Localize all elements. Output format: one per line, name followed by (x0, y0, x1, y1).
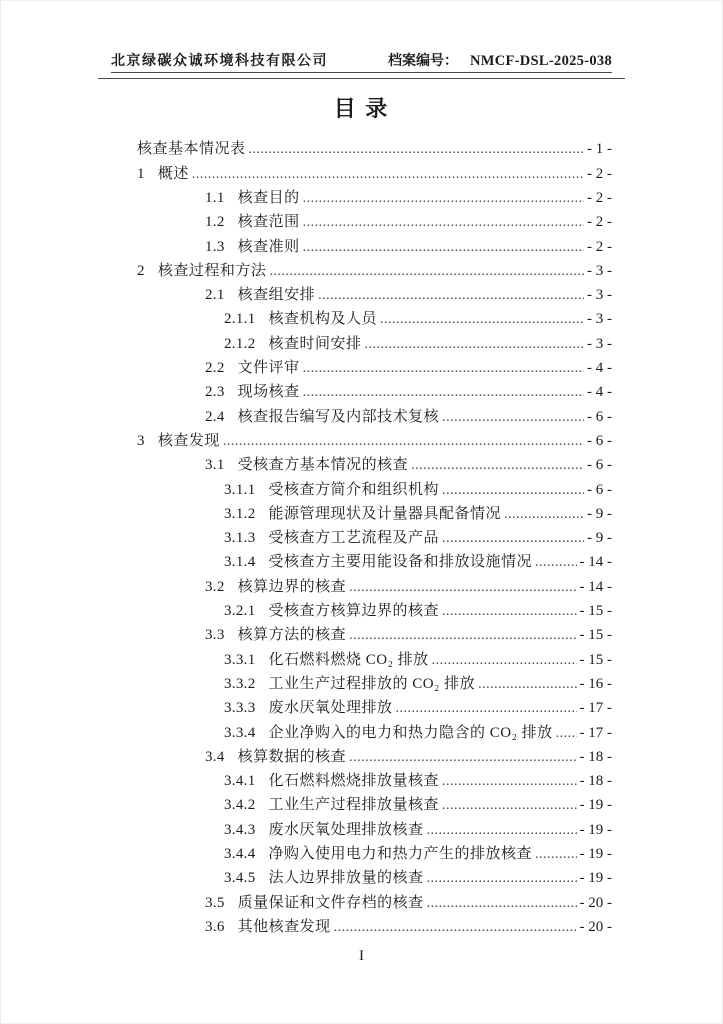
toc-list (137, 137, 612, 939)
toc-leader-dots (349, 628, 576, 644)
toc-entry-page: - 16 - (579, 675, 612, 692)
toc-entry-page: - 3 - (587, 262, 612, 279)
toc-entry-number: 1 (137, 165, 145, 182)
toc-entry (137, 380, 612, 404)
toc-entry-number: 3.4 (205, 748, 225, 765)
toc-entry-label: 能源管理现状及计量器具配备情况 (268, 505, 502, 522)
toc-entry-label: 文件评审 (237, 360, 300, 377)
toc-entry-page: - 19 - (579, 846, 612, 862)
archive-value: NMCF-DSL-2025-038 (469, 53, 612, 69)
toc-entry-number: 3.3.3 (224, 700, 256, 717)
toc-entry-label: 工业生产过程排放量核查 (268, 797, 440, 814)
toc-entry-number: 3.5 (205, 894, 225, 911)
toc-entry-page: - 3 - (587, 311, 612, 328)
toc-leader-dots (442, 483, 584, 499)
toc-entry-label: 受核查方基本情况的核查 (237, 457, 409, 474)
toc-leader-dots (192, 167, 584, 183)
toc-entry-label: 概述 (157, 165, 189, 182)
toc-entry-label: 核查范围 (237, 214, 300, 231)
toc-leader-dots (442, 604, 576, 620)
toc-entry-number: 3.1.2 (224, 505, 256, 522)
toc-leader-dots (442, 798, 576, 814)
toc-entry-label: 核算边界的核查 (237, 578, 347, 595)
toc-entry-label: 核查报告编写及内部技术复核 (237, 408, 440, 425)
toc-entry (137, 259, 612, 283)
toc-entry (137, 769, 612, 793)
toc-entry-page: - 9 - (587, 530, 612, 547)
toc-entry-page: - 1 - (587, 141, 612, 158)
toc-entry-number: 3.2 (205, 578, 225, 595)
toc-entry-label: 其他核查发现 (237, 918, 331, 935)
toc-entry-label: 废水厌氧处理排放核查 (268, 821, 424, 838)
toc-entry-page: - 6 - (587, 457, 612, 474)
toc-entry-label: 核查机构及人员 (268, 311, 378, 328)
toc-entry-page: - 20 - (579, 894, 612, 911)
toc-entry-page: - 15 - (579, 627, 612, 644)
toc-entry-page: - 4 - (587, 384, 612, 401)
toc-leader-dots (249, 142, 584, 158)
toc-entry-page: - 19 - (579, 870, 612, 887)
toc-entry-page: - 18 - (579, 773, 612, 790)
toc-leader-dots (535, 555, 576, 571)
toc-entry-label: 质量保证和文件存档的核查 (237, 894, 424, 911)
toc-entry-number: 3.1 (205, 457, 225, 474)
toc-entry (137, 696, 612, 720)
archive-number-group (388, 50, 612, 70)
toc-entry-page: - 6 - (587, 408, 612, 425)
toc-leader-dots (349, 580, 576, 596)
toc-entry (137, 429, 612, 453)
toc-entry-page: - 18 - (579, 748, 612, 765)
toc-entry (137, 526, 612, 550)
toc-leader-dots (269, 264, 584, 280)
toc-entry (137, 502, 612, 526)
toc-entry-number: 3.1.1 (224, 481, 256, 498)
toc-entry-number: 1.1 (205, 189, 225, 206)
toc-entry (137, 235, 612, 259)
toc-leader-dots (349, 750, 576, 766)
toc-entry-page: - 17 - (579, 700, 612, 717)
toc-leader-dots (365, 337, 584, 353)
toc-leader-dots (556, 726, 577, 742)
toc-entry-number: 3.1.3 (224, 530, 256, 547)
toc-entry-label: 企业净购入的电力和热力隐含的 CO₂ 排放 (268, 724, 553, 741)
toc-entry-label: 核算方法的核查 (237, 627, 347, 644)
toc-entry (137, 623, 612, 647)
toc-entry-page: - 4 - (587, 360, 612, 377)
toc-entry-label: 受核查方核算边界的核查 (268, 603, 440, 620)
toc-entry-page: - 19 - (579, 821, 612, 838)
toc-entry-label: 净购入使用电力和热力产生的排放核查 (268, 846, 533, 862)
toc-entry (137, 818, 612, 842)
toc-entry (137, 210, 612, 234)
toc-entry-number: 2.3 (205, 384, 225, 401)
toc-entry (137, 745, 612, 769)
toc-entry (137, 672, 612, 696)
toc-entry-page: - 2 - (587, 238, 612, 255)
toc-leader-dots (303, 215, 584, 231)
toc-entry-number: 2.2 (205, 360, 225, 377)
toc-leader-dots (318, 288, 584, 304)
toc-entry-label: 受核查方主要用能设备和排放设施情况 (268, 554, 533, 571)
toc-leader-dots (334, 920, 577, 936)
toc-entry-number: 3.2.1 (224, 603, 256, 620)
toc-entry-number: 1.2 (205, 214, 225, 231)
archive-label: 档案编号： (387, 54, 458, 69)
toc-entry-page: - 6 - (587, 481, 612, 498)
toc-entry-number: 3.4.1 (224, 773, 256, 790)
toc-entry-number: 3.4.5 (224, 870, 256, 887)
toc-leader-dots (478, 677, 576, 693)
toc-entry-number: 3.3.2 (224, 675, 256, 692)
toc-entry-label: 废水厌氧处理排放 (268, 700, 393, 717)
toc-entry-label: 受核查方工艺流程及产品 (268, 530, 440, 547)
toc-entry-label: 法人边界排放量的核查 (268, 870, 424, 887)
toc-entry (137, 137, 612, 161)
header-row (111, 50, 612, 70)
header-underline (111, 72, 612, 73)
toc-leader-dots (303, 191, 584, 207)
toc-leader-dots (535, 847, 576, 863)
toc-entry-page: - 15 - (579, 603, 612, 620)
toc-entry (137, 283, 612, 307)
page-header (1, 50, 722, 79)
toc-entry-page: - 20 - (579, 918, 612, 935)
page-footer (1, 948, 722, 965)
footer-page-number: I (359, 948, 364, 965)
toc-leader-dots (427, 823, 577, 839)
toc-entry-page: - 15 - (579, 651, 612, 668)
toc-entry (137, 332, 612, 356)
toc-entry (137, 162, 612, 186)
page-title: 目 录 (333, 96, 390, 121)
toc-entry (137, 575, 612, 599)
toc-entry-label: 核算数据的核查 (237, 748, 347, 765)
toc-leader-dots (411, 458, 584, 474)
toc-entry-page: - 3 - (587, 287, 612, 304)
toc-entry (137, 793, 612, 817)
toc-entry-page: - 17 - (579, 724, 612, 741)
toc-entry (137, 721, 612, 745)
toc-entry-number: 2.1.1 (224, 311, 256, 328)
toc-entry-number: 3.3.4 (224, 724, 256, 741)
toc-entry-number: 3.3 (205, 627, 225, 644)
toc-entry-number: 2 (137, 262, 145, 279)
toc-entry-label: 核查基本情况表 (137, 141, 246, 158)
toc-entry (137, 356, 612, 380)
toc-entry (137, 842, 612, 866)
toc-entry-label: 核查发现 (157, 432, 220, 449)
toc-entry-number: 1.3 (205, 238, 225, 255)
toc-entry-page: - 2 - (587, 189, 612, 206)
toc-leader-dots (303, 240, 584, 256)
toc-entry (137, 915, 612, 939)
toc-entry-label: 核查准则 (237, 238, 300, 255)
toc-entry-page: - 14 - (579, 578, 612, 595)
toc-entry-number: 3.4.2 (224, 797, 256, 814)
toc-entry-label: 化石燃料燃烧 CO₂ 排放 (268, 651, 429, 668)
toc-entry-page: - 9 - (587, 505, 612, 522)
toc-entry-page: - 2 - (587, 214, 612, 231)
toc-entry-number: 2.4 (205, 408, 225, 425)
toc-entry-page: - 3 - (587, 335, 612, 352)
toc-leader-dots (223, 434, 584, 450)
toc-entry-number: 2.1 (205, 287, 225, 304)
company-name: 北京绿碳众诚环境科技有限公司 (111, 54, 328, 69)
header-divider-line (98, 78, 625, 79)
toc-entry-number: 2.1.2 (224, 335, 256, 352)
toc-entry-number: 3 (137, 432, 145, 449)
toc-entry (137, 648, 612, 672)
toc-leader-dots (432, 653, 577, 669)
toc-entry-number: 3.4.3 (224, 821, 256, 838)
toc-entry-label: 化石燃料燃烧排放量核查 (268, 773, 440, 790)
toc-entry-number: 3.1.4 (224, 554, 256, 571)
toc-entry (137, 478, 612, 502)
toc-entry (137, 186, 612, 210)
toc-leader-dots (427, 871, 577, 887)
toc-leader-dots (427, 896, 577, 912)
toc-entry-label: 现场核查 (237, 384, 300, 401)
toc-leader-dots (442, 774, 576, 790)
toc-entry-page: - 2 - (587, 165, 612, 182)
toc-entry (137, 550, 612, 574)
toc-entry-number: 3.4.4 (224, 846, 256, 862)
toc-entry-page: - 14 - (579, 554, 612, 571)
toc-entry-label: 核查时间安排 (268, 335, 362, 352)
toc-leader-dots (396, 701, 577, 717)
toc-entry (137, 599, 612, 623)
toc-entry-label: 工业生产过程排放的 CO₂ 排放 (268, 675, 476, 692)
toc-entry-page: - 6 - (587, 432, 612, 449)
toc-entry-label: 核查过程和方法 (157, 262, 267, 279)
toc-leader-dots (303, 361, 584, 377)
toc-entry-label: 核查目的 (237, 189, 300, 206)
toc-entry (137, 866, 612, 890)
toc-leader-dots (380, 312, 584, 328)
toc-entry-number: 3.3.1 (224, 651, 256, 668)
toc-entry-label: 受核查方简介和组织机构 (268, 481, 440, 498)
toc-leader-dots (442, 410, 584, 426)
toc-entry (137, 307, 612, 331)
toc-entry (137, 405, 612, 429)
toc-leader-dots (303, 385, 584, 401)
toc-entry (137, 891, 612, 915)
toc-entry-page: - 19 - (579, 797, 612, 814)
toc-leader-dots (442, 531, 584, 547)
toc-entry-number: 3.6 (205, 918, 225, 935)
toc-leader-dots (504, 507, 584, 523)
toc-entry (137, 453, 612, 477)
toc-entry-label: 核查组安排 (237, 287, 316, 304)
